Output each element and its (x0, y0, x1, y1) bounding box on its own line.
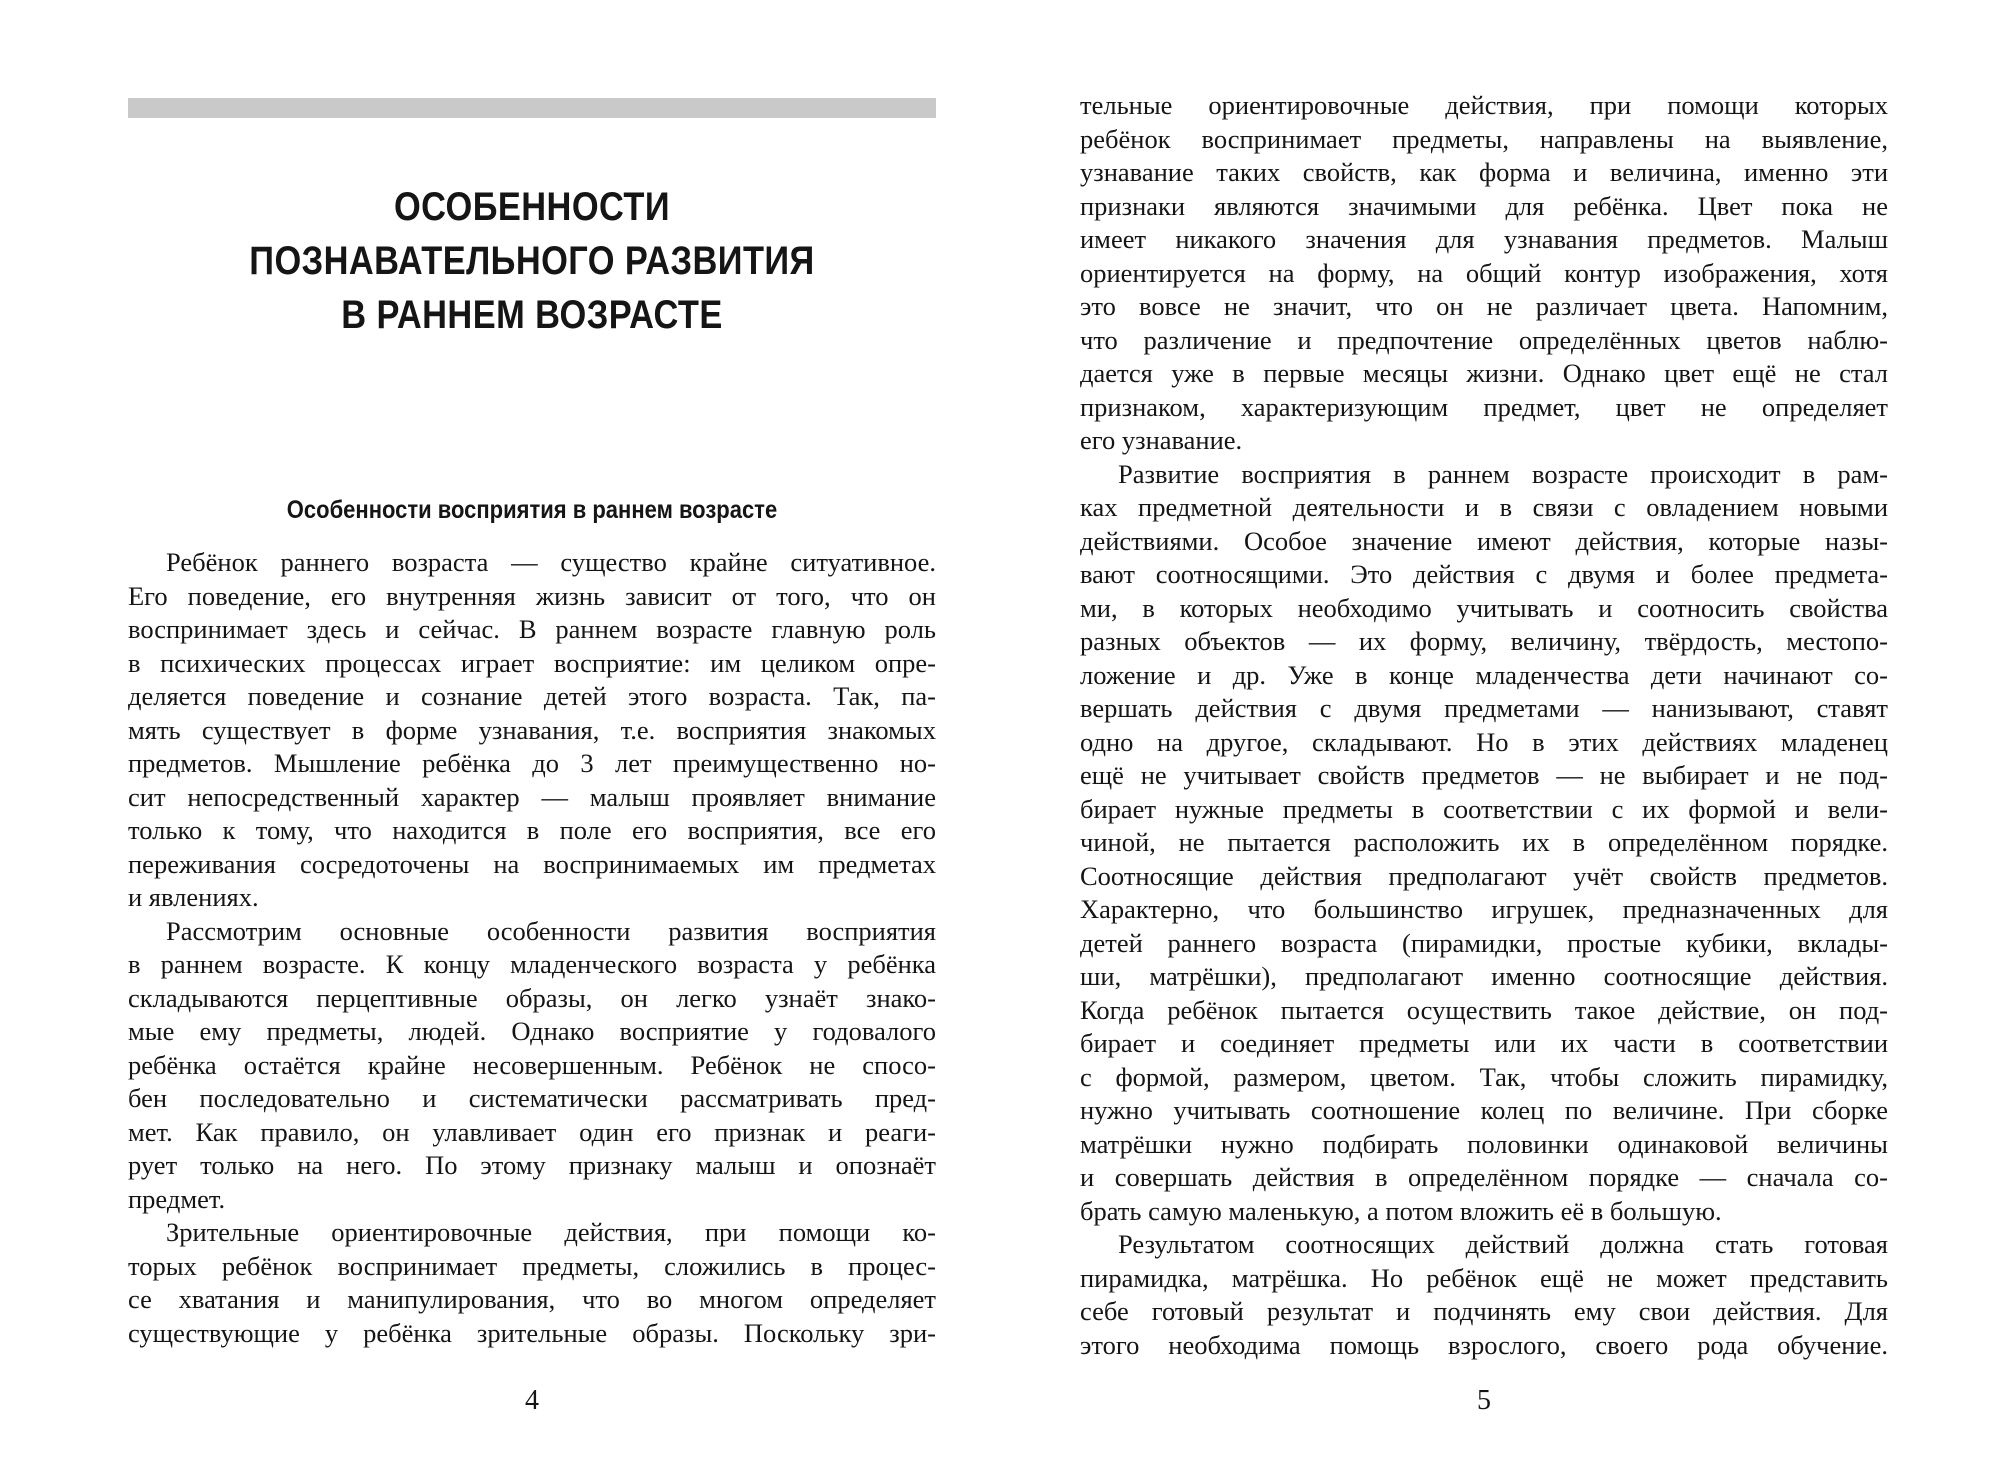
text-line: существующие у ребёнка зрительные образы. Поскольку зри- (128, 1317, 936, 1348)
text-line: пирамидка, матрёшка. Но ребёнок ещё не может представить (1080, 1262, 1888, 1293)
text-line: это вовсе не значит, что он не различает цвета. Напомним, (1080, 291, 1888, 321)
text-line: признаки являются значимыми для ребёнка. Цвет пока не (1080, 190, 1888, 221)
text-line: в раннем возрасте. К концу младенческого возраста у ребёнка (128, 949, 936, 979)
chapter-title-line: ОСОБЕННОСТИ (393, 185, 671, 229)
text-line: рует только на него. По этому признаку малыш и опознаёт (128, 1150, 936, 1180)
text-line: с формой, размером, цветом. Так, чтобы сложить пирамидку, (1080, 1061, 1888, 1092)
text-line: имеет никакого значения для узнавания предметов. Малыш (1080, 224, 1888, 254)
text-line: тельные ориентировочные действия, при помощи которых (1080, 90, 1888, 120)
text-line: ещё не учитывает свойств предметов — не выбирает и не под- (1080, 760, 1888, 790)
text-line: себе готовый результат и подчинять ему свои действия. Для (1080, 1296, 1888, 1326)
header-decorative-bar (128, 98, 936, 118)
text-line: в психических процессах играет восприятие: им целиком опре- (128, 647, 936, 678)
text-line: Развитие восприятия в раннем возрасте происходит в рам- (1118, 458, 1888, 489)
right-body-text (1080, 89, 1888, 1362)
text-line: мет. Как правило, он улавливает один его признак и реаги- (128, 1116, 936, 1147)
paragraph (1080, 1228, 1888, 1362)
right-page (1080, 0, 1888, 1464)
text-line: брать самую маленькую, а потом вложить её в большую. (1080, 1195, 1722, 1226)
text-line: воспринимает здесь и сейчас. В раннем возрасте главную роль (128, 614, 936, 644)
text-line: ребёнок воспринимает предметы, направлены на выявление, (1080, 123, 1888, 154)
page-number: 5 (1477, 1385, 1491, 1416)
chapter-title (185, 180, 880, 342)
paragraph (128, 546, 936, 915)
text-line: Соотносящие действия предполагают учёт свойств предметов. (1080, 860, 1888, 891)
text-line: торых ребёнок воспринимает предметы, сложились в процес- (128, 1250, 936, 1281)
paragraph (128, 915, 936, 1217)
text-line: детей раннего возраста (пирамидки, простые кубики, вклады- (1080, 927, 1888, 958)
text-line: этого необходима помощь взрослого, своего рода обучение. (1080, 1329, 1888, 1360)
paragraph (1080, 458, 1888, 1229)
text-line: Характерно, что большинство игрушек, предназначенных для (1080, 894, 1888, 924)
text-line: ши, матрёшки), предполагают именно соотносящие действия. (1080, 961, 1888, 991)
text-line: его узнавание. (1080, 425, 1243, 455)
text-line: Его поведение, его внутренняя жизнь зависит от того, что он (128, 580, 936, 611)
text-line: узнавание таких свойств, как форма и величина, именно эти (1080, 157, 1888, 187)
text-line: сит непосредственный характер — малыш проявляет внимание (128, 781, 936, 812)
text-line: бирает и соединяет предметы или их части в соответствии (1080, 1028, 1888, 1058)
text-line: действиями. Особое значение имеют действия, которые назы- (1080, 525, 1888, 556)
text-line: чиной, не пытается расположить их в определённом порядке. (1080, 827, 1888, 857)
text-line: ложение и др. Уже в конце младенчества дети начинают со- (1080, 659, 1888, 690)
text-line: складываются перцептивные образы, он легко узнаёт знако- (128, 982, 936, 1013)
text-line: бирает нужные предметы в соответствии с их формой и вели- (1080, 793, 1888, 824)
text-line: нужно учитывать соотношение колец по величине. При сборке (1080, 1095, 1888, 1125)
text-line: мять существует в форме узнавания, т.е. восприятия знакомых (128, 714, 936, 745)
left-body-text (128, 546, 936, 1350)
text-line: разных объектов — их форму, величину, твёрдость, местопо- (1080, 626, 1888, 656)
text-line: Ребёнок раннего возраста — существо крайне ситуативное. (166, 547, 936, 577)
text-line: Зрительные ориентировочные действия, при помощи ко- (166, 1217, 936, 1247)
text-line: предмет. (128, 1183, 226, 1214)
page-number: 4 (525, 1385, 539, 1416)
text-line: ках предметной деятельности и в связи с овладением новыми (1080, 492, 1888, 522)
text-line: признаком, характеризующим предмет, цвет не определяет (1080, 391, 1888, 422)
text-line: Рассмотрим основные особенности развития восприятия (166, 915, 936, 946)
text-line: что различение и предпочтение определённых цветов наблю- (1080, 324, 1888, 355)
text-line: ориентируется на форму, на общий контур изображения, хотя (1080, 257, 1888, 288)
paragraph (1080, 89, 1888, 458)
text-line: переживания сосредоточены на воспринимаемых им предметах (128, 848, 936, 879)
text-line: предметов. Мышление ребёнка до 3 лет преимущественно но- (128, 748, 936, 778)
text-line: и явлениях. (128, 882, 259, 912)
text-line: се хватания и манипулирования, что во многом определяет (128, 1284, 936, 1314)
chapter-title-line: В РАННЕМ ВОЗРАСТЕ (341, 293, 723, 337)
text-line: деляется поведение и сознание детей этого возраста. Так, па- (128, 681, 936, 711)
text-line: Результатом соотносящих действий должна стать готовая (1118, 1229, 1888, 1259)
text-line: одно на другое, складывают. Но в этих действиях младенец (1080, 726, 1888, 757)
text-line: бен последовательно и систематически рассматривать пред- (128, 1083, 936, 1113)
chapter-title-line: ПОЗНАВАТЕЛЬНОГО РАЗВИТИЯ (249, 239, 815, 283)
left-page (128, 0, 936, 1464)
text-line: вершать действия с двумя предметами — нанизывают, ставят (1080, 693, 1888, 723)
text-line: матрёшки нужно подбирать половинки одинаковой величины (1080, 1128, 1888, 1159)
text-line: мые ему предметы, людей. Однако восприятие у годовалого (128, 1016, 936, 1046)
text-line: ми, в которых необходимо учитывать и соотносить свойства (1080, 592, 1888, 623)
section-title: Особенности восприятия в раннем возрасте (286, 496, 778, 524)
text-line: Когда ребёнок пытается осуществить такое действие, он под- (1080, 994, 1888, 1025)
text-line: вают соотносящими. Это действия с двумя и более предмета- (1080, 559, 1888, 589)
text-line: только к тому, что находится в поле его восприятия, все его (128, 815, 936, 845)
text-line: ребёнка остаётся крайне несовершенным. Ребёнок не спосо- (128, 1049, 936, 1080)
text-line: и совершать действия в определённом порядке — сначала со- (1080, 1162, 1888, 1192)
paragraph (128, 1216, 936, 1350)
text-line: дается уже в первые месяцы жизни. Однако цвет ещё не стал (1080, 358, 1888, 388)
